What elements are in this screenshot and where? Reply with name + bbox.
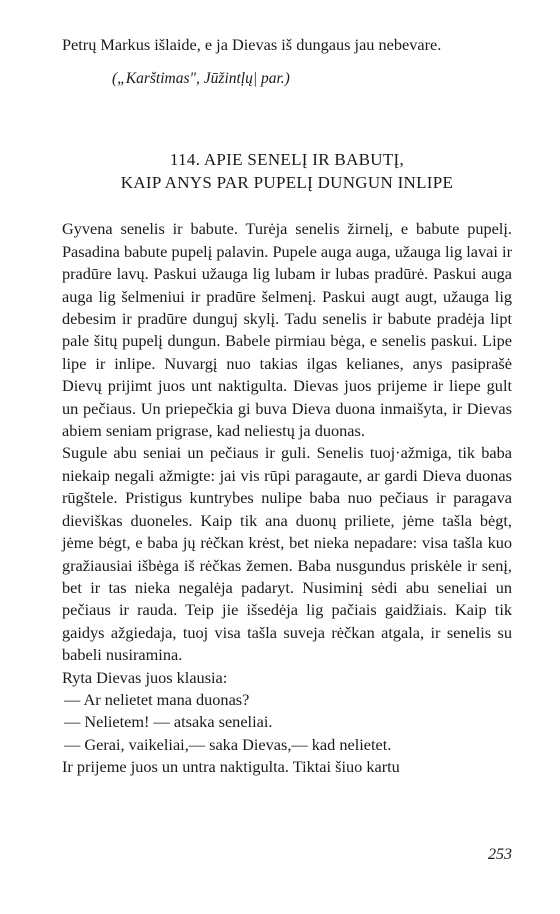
body-paragraph-1: Gyvena senelis ir babute. Turėja senelis žirnelį, e babute pupelį. Pasadina babute pupelį palavin. Pupele auga auga, užauga lig lavai ir pradūre lavų. Paskui užauga lig lubam ir lubas pradūrė. Paskui auga auga lig šelmeniui ir pradūre šelmenį. Paskui augt augt, užauga lig debesim ir pradūre dunguj skylį. Tadu senelis ir babute pradėja lipt pale šitų pupelį dungun. Babele pirmiau bėga, e senelis paskui. Lipe lipe ir inlipe. Nuvargį nuo takias ilgas kelianes, anys pasiprašė Dievų prijimt juos unt naktigulta. Dievas juos prijeme ir liepe gult un pečiaus. Un priepečkia gi buva Dieva duona inmaišyta, ir Dievas abiem seniam prigrase, kad neliestų ja duonas.: [62, 219, 512, 441]
body-paragraph-3: Ryta Dievas juos klausia:: [62, 667, 228, 687]
page-number: 253: [488, 846, 512, 863]
intro-paragraph: Petrų Markus išlaide, e ja Dievas iš dungaus jau nebevare.: [62, 35, 442, 54]
dialog-line-2: — Nelietem! — atsaka seneliai.: [64, 712, 273, 732]
chapter-body: [62, 218, 512, 778]
chapter-title-line-1: 114. APIE SENELĮ IR BABUTĮ,: [169, 150, 405, 170]
body-paragraph-4: Ir prijeme juos un untra naktigulta. Tiktai šiuo kartu: [62, 757, 400, 777]
source-citation: („Karštimas", Jūžintļų| par.): [112, 70, 290, 88]
body-paragraph-2: Sugule abu seniai un pečiaus ir guli. Senelis tuoj·ažmiga, tik baba niekaip negali ažmigte: jai vis rūpi paragaute, ar gardi Dieva duonas rūgštele. Pristigus kuntrybes nulipe baba nuo pečiaus ir paragava dieviškas duoneles. Kaip tik ana duonų priliete, jėme tašla bėgt, jėme bėgt, e baba jų rėčkan krėst, bet nieka nepadare: visa tašla kuo gražiausiai išbėga iš rėčkas žemen. Baba nusgundus priskėle ir senį, bet ir tas nieka negalėja padaryt. Nusiminį sėdi abu seneliai un pečiaus ir rauda. Teip jie išsedėja lig pačiais gaidžiais. Kaip tik gaidys ažgiedaja, tuoj visa tašla suveja rėčkan atgala, ir senelis su babeli nusiramina.: [62, 443, 512, 665]
chapter-title: [62, 148, 512, 194]
chapter-title-line-2: KAIP ANYS PAR PUPELĮ DUNGUN INLIPE: [120, 173, 454, 193]
dialog-line-3: — Gerai, vaikeliai,— saka Dievas,— kad nelietet.: [64, 734, 392, 754]
dialog-line-1: — Ar nelietet mana duonas?: [64, 689, 250, 709]
